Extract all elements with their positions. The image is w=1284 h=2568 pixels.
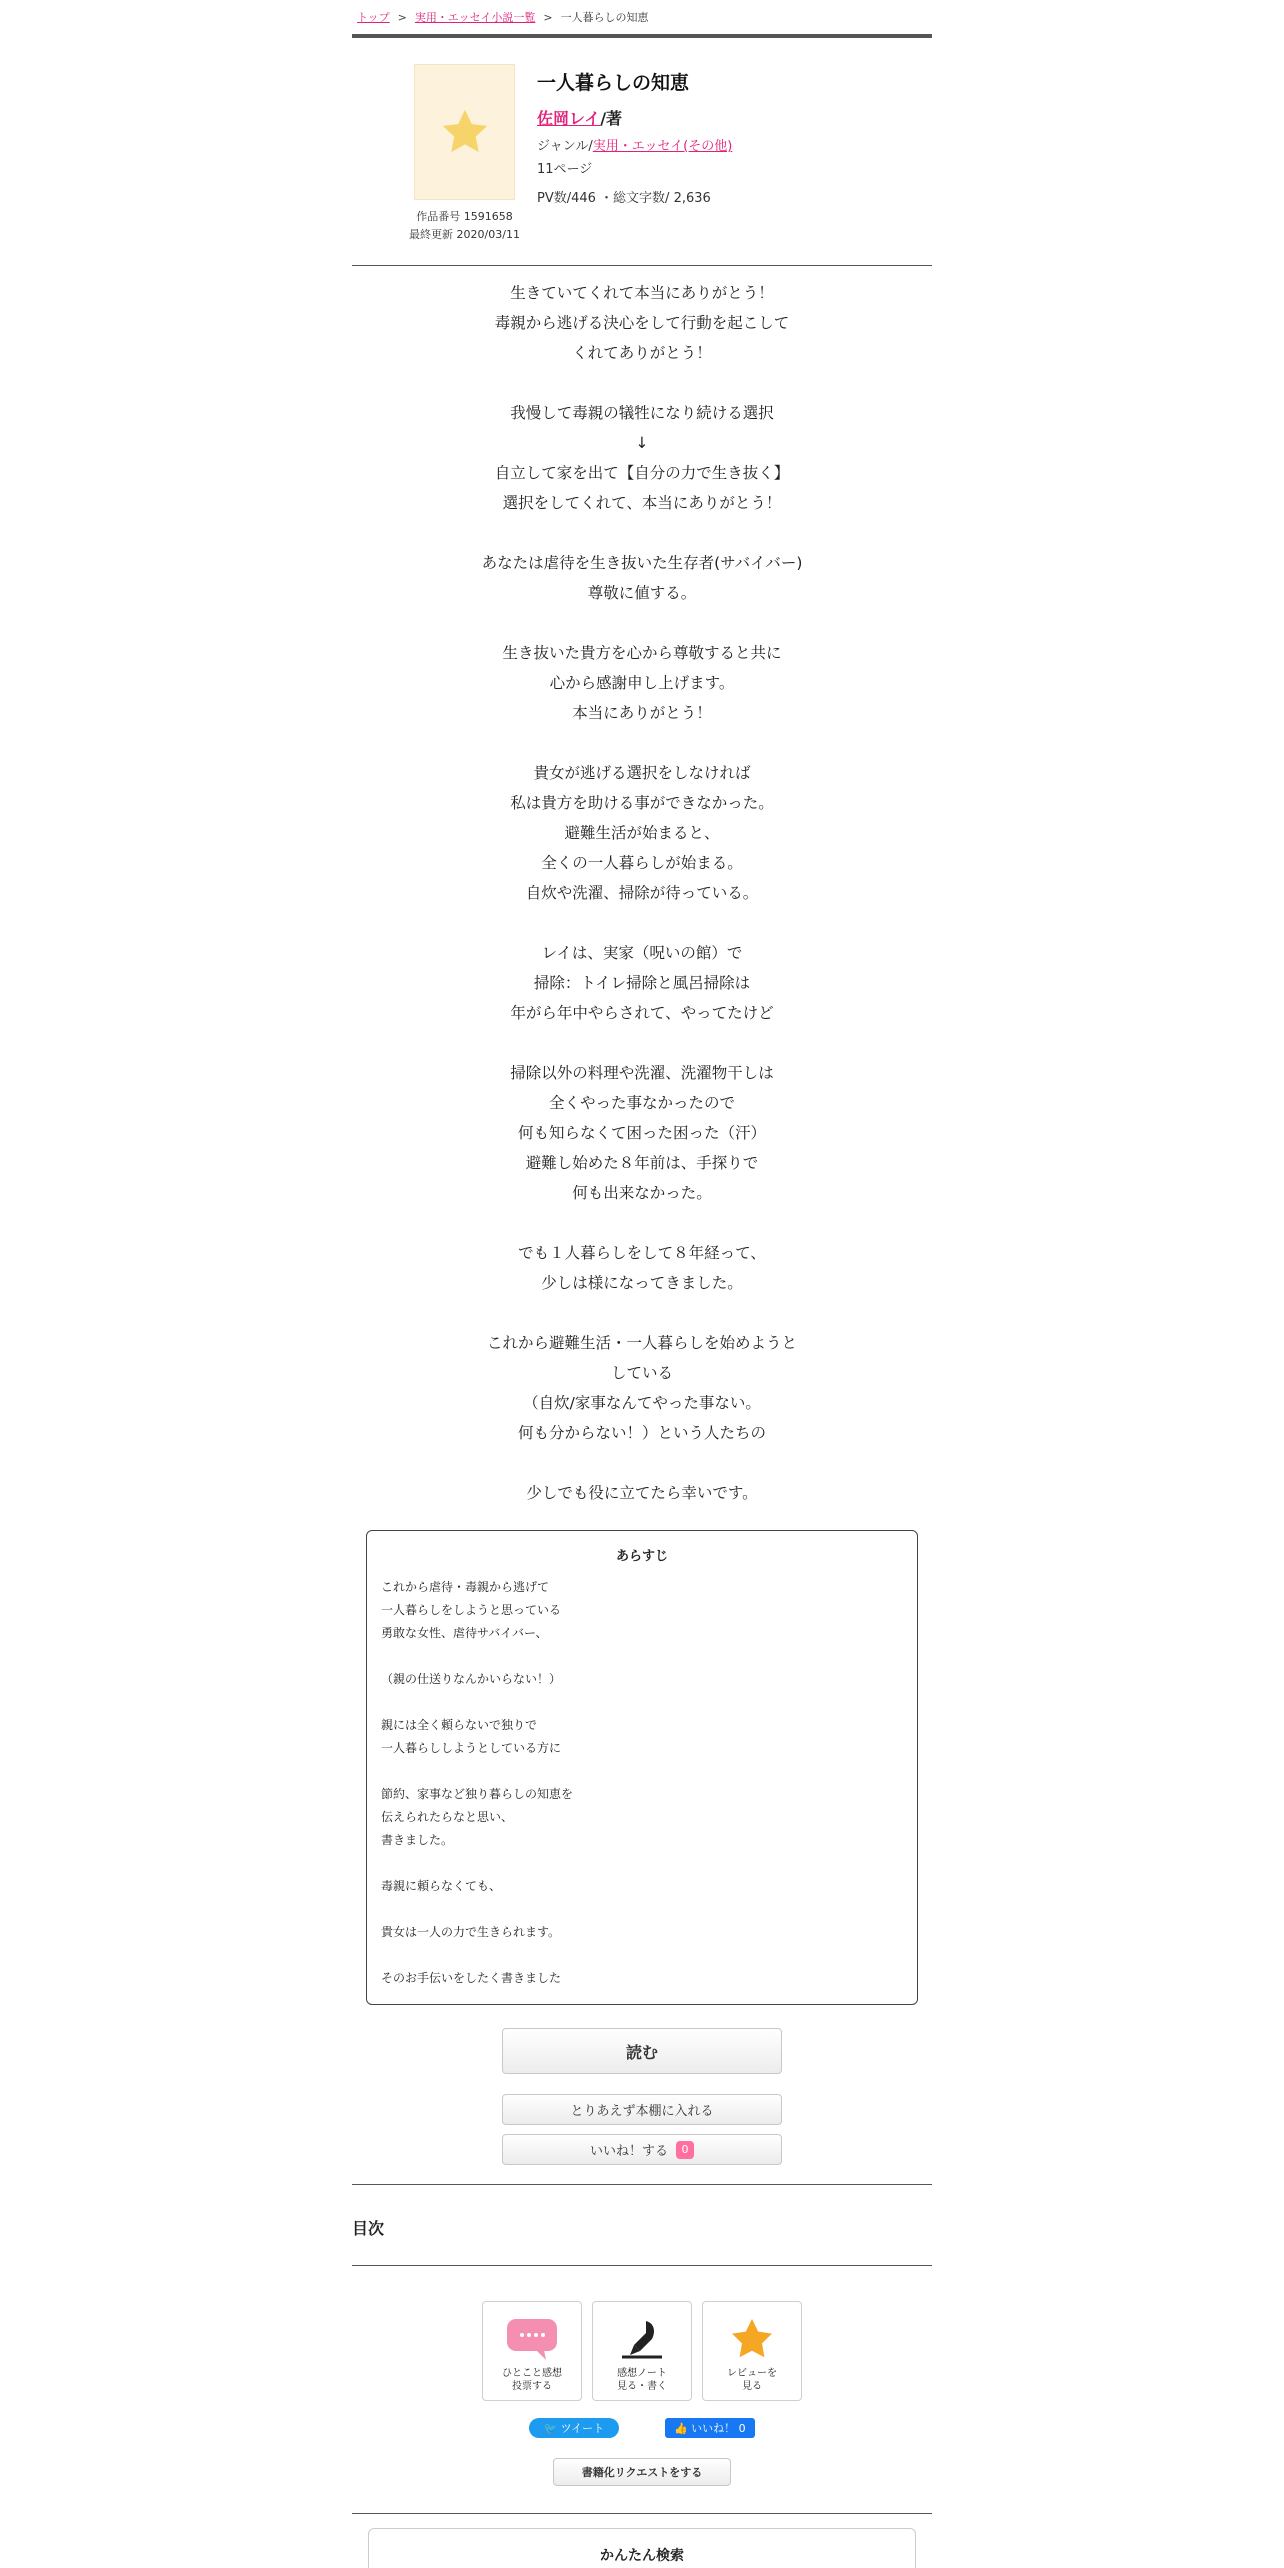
- thumbs-up-icon: 👍: [674, 2421, 689, 2435]
- catch-line: 全くやった事なかったので: [548, 1094, 735, 1112]
- synopsis-body: [381, 1576, 903, 1990]
- synopsis-line: これから虐待・毒親から逃げて: [381, 1580, 550, 1594]
- book-header: [352, 38, 932, 266]
- tile-label: [502, 2367, 562, 2393]
- fb-like-label: いいね！ 0: [691, 2422, 746, 2435]
- pen-nib-icon: [616, 2317, 668, 2361]
- star-icon: [726, 2317, 778, 2361]
- catch-line: 何も知らなくて困った困った（汗）: [517, 1124, 766, 1142]
- synopsis-line: 書きました。: [381, 1833, 454, 1847]
- tile-label-line: ひとこと感想: [502, 2368, 562, 2379]
- tweet-label: ツイート: [560, 2422, 605, 2435]
- divider: [352, 2513, 932, 2514]
- catch-line: 何も分からない！）という人たちの: [517, 1424, 766, 1442]
- catch-line: 貴女が逃げる選択をしなければ: [533, 764, 751, 782]
- genre-link[interactable]: 実用・エッセイ(その他): [592, 139, 733, 154]
- pv-stats: PV数/446 ・総文字数/ 2,636: [537, 191, 711, 206]
- breadcrumb-category-link[interactable]: 実用・エッセイ小説一覧: [414, 11, 536, 24]
- synopsis-heading: あらすじ: [615, 1549, 668, 1564]
- synopsis-line: そのお手伝いをしたく書きました: [381, 1971, 562, 1985]
- book-meta: [392, 208, 537, 244]
- catch-line: [352, 518, 932, 548]
- last-updated: 最終更新 2020/03/11: [409, 228, 520, 241]
- catch-line: 生きていてくれて本当にありがとう！: [510, 284, 774, 302]
- action-tiles: [352, 2301, 932, 2401]
- author-suffix: /著: [600, 109, 623, 128]
- catch-line: 自炊や洗濯、掃除が待っている。: [525, 884, 759, 902]
- book-title: 一人暮らしの知恵: [537, 72, 690, 94]
- add-to-bookshelf-button[interactable]: とりあえず本棚に入れる: [502, 2094, 782, 2125]
- tile-label-line: 見る・書く: [617, 2381, 667, 2392]
- like-label: いいね！する: [589, 2144, 668, 2159]
- catch-line: 尊敬に値する。: [587, 584, 697, 602]
- synopsis-line: [381, 1691, 903, 1714]
- breadcrumb-top-link[interactable]: トップ: [357, 11, 390, 24]
- catch-line: レイは、実家（呪いの館）で: [541, 944, 743, 962]
- speech-bubble-icon: [506, 2317, 558, 2361]
- synopsis-line: 貴女は一人の力で生きられます。: [381, 1925, 561, 1939]
- tile-label-line: 感想ノート: [617, 2368, 667, 2379]
- synopsis-line: 一人暮らししようとしている方に: [381, 1741, 562, 1755]
- catch-line: 生き抜いた貴方を心から尊敬すると共に: [502, 644, 782, 662]
- breadcrumb-current: 一人暮らしの知恵: [560, 11, 649, 24]
- facebook-like-button[interactable]: [665, 2418, 755, 2438]
- catch-line: でも１人暮らしをして８年経って、: [518, 1244, 766, 1262]
- catch-line: 自立して家を出て【自分の力で生き抜く】: [494, 464, 790, 482]
- review-tile[interactable]: [702, 2301, 802, 2401]
- catch-line: 少しでも役に立てたら幸いです。: [526, 1484, 758, 1502]
- page-count: 11ページ: [537, 162, 593, 177]
- page: [352, 0, 932, 2568]
- catch-line: [352, 908, 932, 938]
- catch-line: 何も出来なかった。: [572, 1184, 712, 1202]
- catch-line: [352, 1028, 932, 1058]
- book-cover[interactable]: [414, 64, 515, 200]
- tile-label: [617, 2367, 667, 2393]
- catch-line: 私は貴方を助ける事ができなかった。: [510, 794, 774, 812]
- read-button[interactable]: 読む: [502, 2028, 782, 2074]
- synopsis-line: 節約、家事など独り暮らしの知恵を: [381, 1787, 574, 1801]
- author-link[interactable]: 佐岡レイ: [537, 109, 601, 128]
- work-number: 作品番号 1591658: [416, 210, 513, 223]
- book-request-button[interactable]: 書籍化リクエストをする: [553, 2458, 731, 2486]
- tile-label-line: 投票する: [512, 2381, 552, 2392]
- catch-line: 掃除：トイレ掃除と風呂掃除は: [533, 974, 751, 992]
- synopsis-line: 伝えられたらなと思い、: [381, 1810, 514, 1824]
- catch-line: [352, 608, 932, 638]
- catch-line: [352, 368, 932, 398]
- catch-line: [352, 1448, 932, 1478]
- synopsis-line: [381, 1944, 903, 1967]
- catch-line: あなたは虐待を生き抜いた生存者(サバイバー): [481, 554, 803, 572]
- catch-line: ↓: [635, 434, 649, 452]
- simple-search-box: [368, 2528, 916, 2568]
- tile-label-line: レビューを: [727, 2368, 777, 2379]
- breadcrumb-separator: >: [543, 10, 553, 24]
- catch-copy: [352, 266, 932, 1508]
- search-title: かんたん検索: [600, 2548, 684, 2564]
- catch-line: 我慢して毒親の犠牲になり続ける選択: [510, 404, 774, 422]
- tile-label: [727, 2367, 777, 2393]
- catch-line: 心から感謝申し上げます。: [549, 674, 735, 692]
- catch-line: 本当にありがとう！: [572, 704, 712, 722]
- author-line: [537, 106, 917, 129]
- catch-line: 避難し始めた８年前は、手探りで: [525, 1154, 759, 1172]
- divider: [352, 2265, 932, 2266]
- catch-line: している: [610, 1364, 673, 1382]
- synopsis-line: [381, 1645, 903, 1668]
- catch-line: [352, 1298, 932, 1328]
- like-button[interactable]: [502, 2134, 782, 2165]
- hitokoto-vote-tile[interactable]: [482, 2301, 582, 2401]
- tile-label-line: 見る: [742, 2381, 762, 2392]
- tweet-button[interactable]: [529, 2418, 619, 2438]
- catch-line: 全くの一人暮らしが始まる。: [541, 854, 743, 872]
- synopsis-line: 毒親に頼らなくても、: [381, 1879, 502, 1893]
- synopsis-line: 勇敢な女性、虐待サバイバー、: [381, 1626, 548, 1640]
- breadcrumb-separator: >: [397, 10, 407, 24]
- catch-line: 避難生活が始まると、: [564, 824, 720, 842]
- star-icon: [437, 104, 493, 160]
- synopsis-box: [366, 1530, 918, 2005]
- impression-note-tile[interactable]: [592, 2301, 692, 2401]
- catch-line: （自炊/家事なんてやった事ない。: [523, 1394, 761, 1412]
- synopsis-line: 親には全く頼らないで独りで: [381, 1718, 538, 1732]
- genre-prefix: ジャンル/: [537, 139, 593, 154]
- catch-line: 年がら年中やらされて、やってたけど: [510, 1004, 774, 1022]
- catch-line: [352, 728, 932, 758]
- synopsis-line: （親の仕送りなんかいらない！）: [381, 1672, 562, 1686]
- catch-line: [352, 1208, 932, 1238]
- catch-line: 毒親から逃げる決心をして行動を起こして: [494, 314, 790, 332]
- social-buttons: [352, 2418, 932, 2438]
- catch-line: これから避難生活・一人暮らしを始めようと: [486, 1334, 797, 1352]
- breadcrumb: [352, 0, 932, 38]
- catch-line: 掃除以外の料理や洗濯、洗濯物干しは: [510, 1064, 774, 1082]
- synopsis-line: [381, 1852, 903, 1875]
- synopsis-line: [381, 1898, 903, 1921]
- synopsis-line: [381, 1760, 903, 1783]
- catch-line: 少しは様になってきました。: [541, 1274, 743, 1292]
- like-count-badge: 0: [676, 2141, 694, 2159]
- toc-title: 目次: [352, 2219, 385, 2238]
- catch-line: 選択をしてくれて、本当にありがとう！: [502, 494, 782, 512]
- genre-line: [537, 135, 917, 154]
- twitter-bird-icon: 🐦: [543, 2421, 558, 2435]
- catch-line: くれてありがとう！: [572, 344, 712, 362]
- synopsis-line: 一人暮らしをしようと思っている: [381, 1603, 562, 1617]
- book-info: [537, 68, 917, 206]
